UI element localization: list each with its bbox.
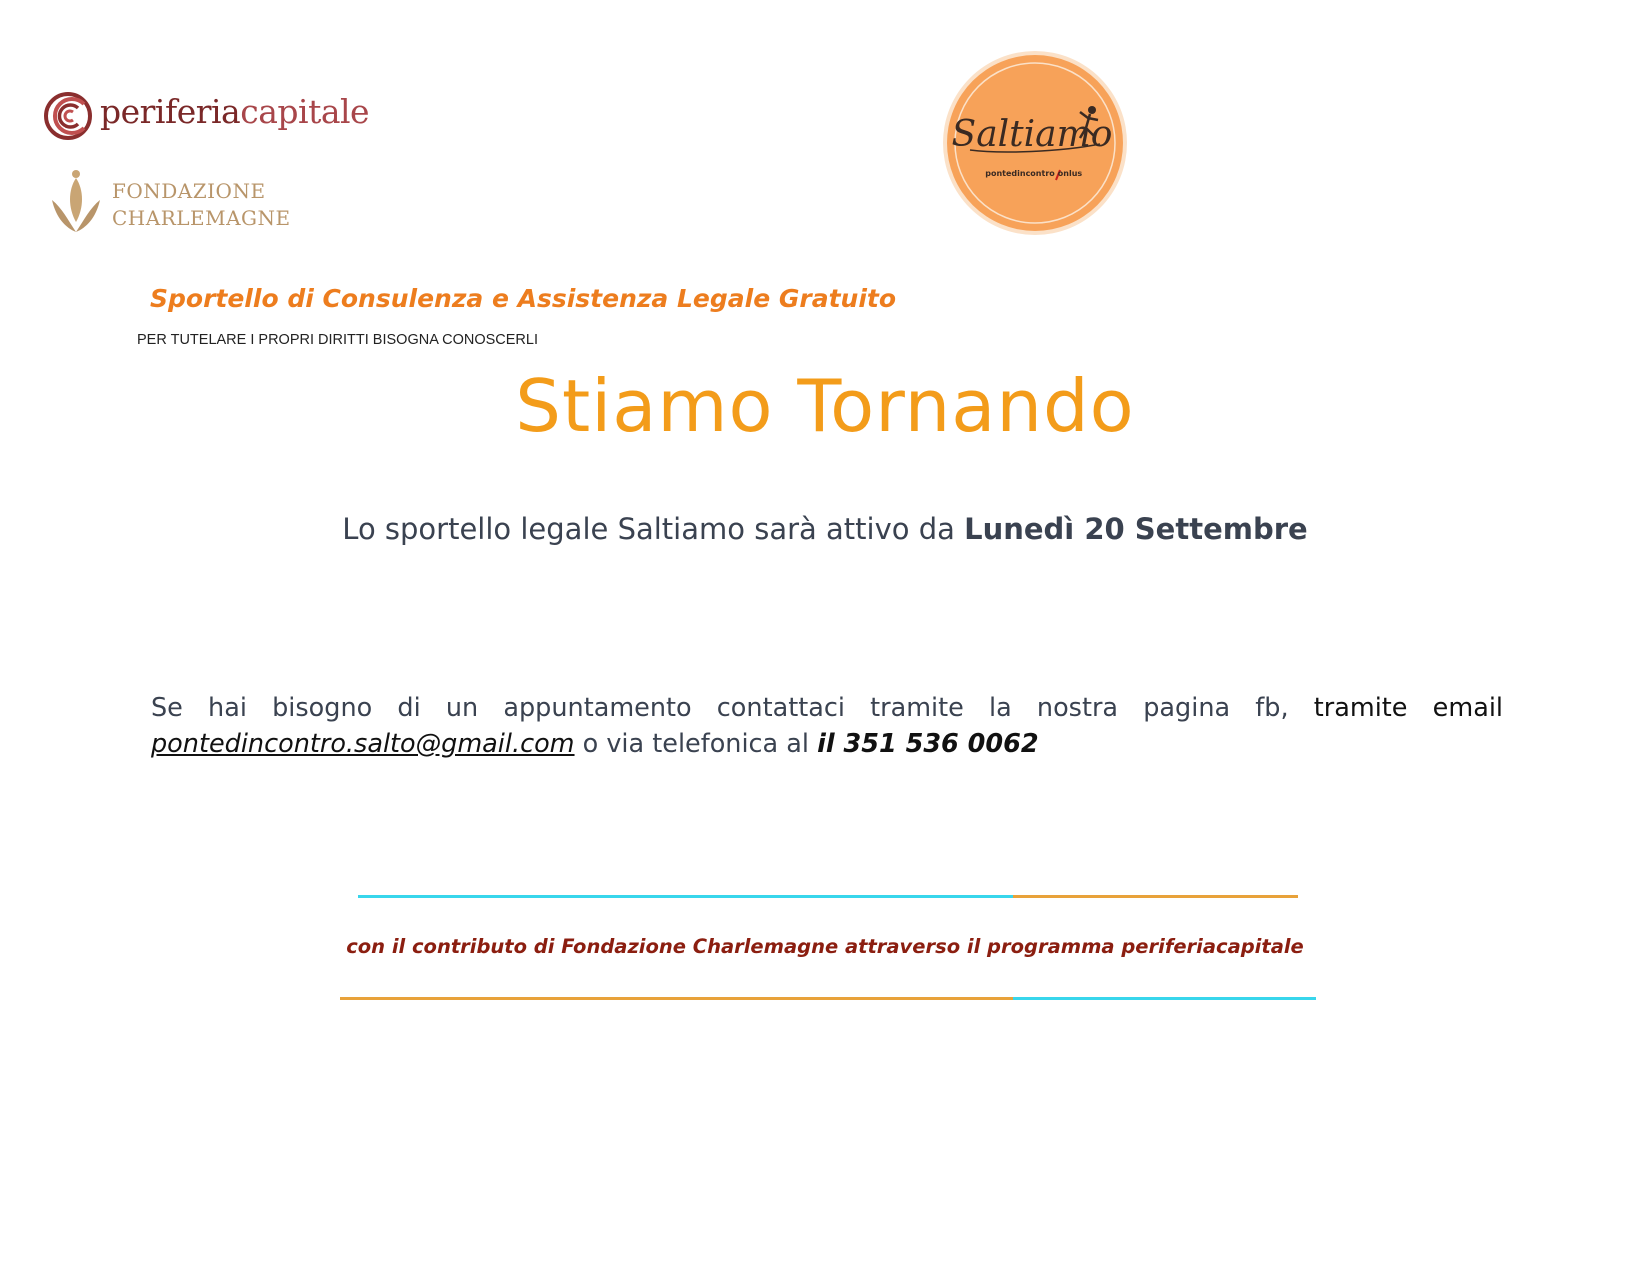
periferiacapitale-wordmark: periferiacapitale bbox=[100, 92, 370, 131]
page-title: Stiamo Tornando bbox=[515, 364, 1135, 448]
contact-paragraph bbox=[151, 690, 1503, 762]
saltiamo-logo bbox=[940, 48, 1130, 238]
tagline: Sportello di Consulenza e Assistenza Legale Gratuito bbox=[150, 284, 897, 313]
saltiamo-script: Saltiamo bbox=[951, 114, 1113, 155]
fondazione-wordmark: FONDAZIONE CHARLEMAGNE bbox=[112, 179, 291, 230]
announcement-date: Lunedì 20 Settembre bbox=[964, 512, 1308, 546]
subtagline: PER TUTELARE I PROPRI DIRITTI BISOGNA CONOSCERLI bbox=[137, 332, 538, 348]
divider-top-orange bbox=[1013, 895, 1298, 898]
phone-number: il 351 536 0062 bbox=[817, 729, 1039, 759]
email-link[interactable]: pontedincontro.salto@gmail.com bbox=[151, 729, 575, 759]
contact-text-phone-label: o via telefonica al bbox=[574, 729, 818, 759]
announcement-text: Lo sportello legale Saltiamo sarà attivo da bbox=[342, 512, 965, 546]
divider-top-cyan bbox=[358, 895, 1013, 898]
leaves-icon bbox=[46, 170, 106, 240]
periferiacapitale-logo bbox=[44, 88, 370, 148]
fondazione-charlemagne-logo bbox=[46, 170, 306, 240]
divider-bottom-cyan bbox=[1013, 997, 1316, 1000]
contact-text: Se hai bisogno di un appuntamento contattaci tramite la nostra pagina fb, bbox=[151, 693, 1314, 723]
contact-text-email-label: tramite email bbox=[1313, 693, 1503, 723]
spiral-icon bbox=[44, 88, 96, 146]
announcement bbox=[0, 512, 1650, 546]
divider-bottom-orange bbox=[340, 997, 1013, 1000]
credit-text: con il contributo di Fondazione Charlemagne attraverso il programma periferiacapitale bbox=[346, 935, 1304, 958]
saltiamo-sub2: onlus bbox=[1057, 169, 1083, 178]
saltiamo-sub1: pontedincontro bbox=[985, 169, 1055, 178]
